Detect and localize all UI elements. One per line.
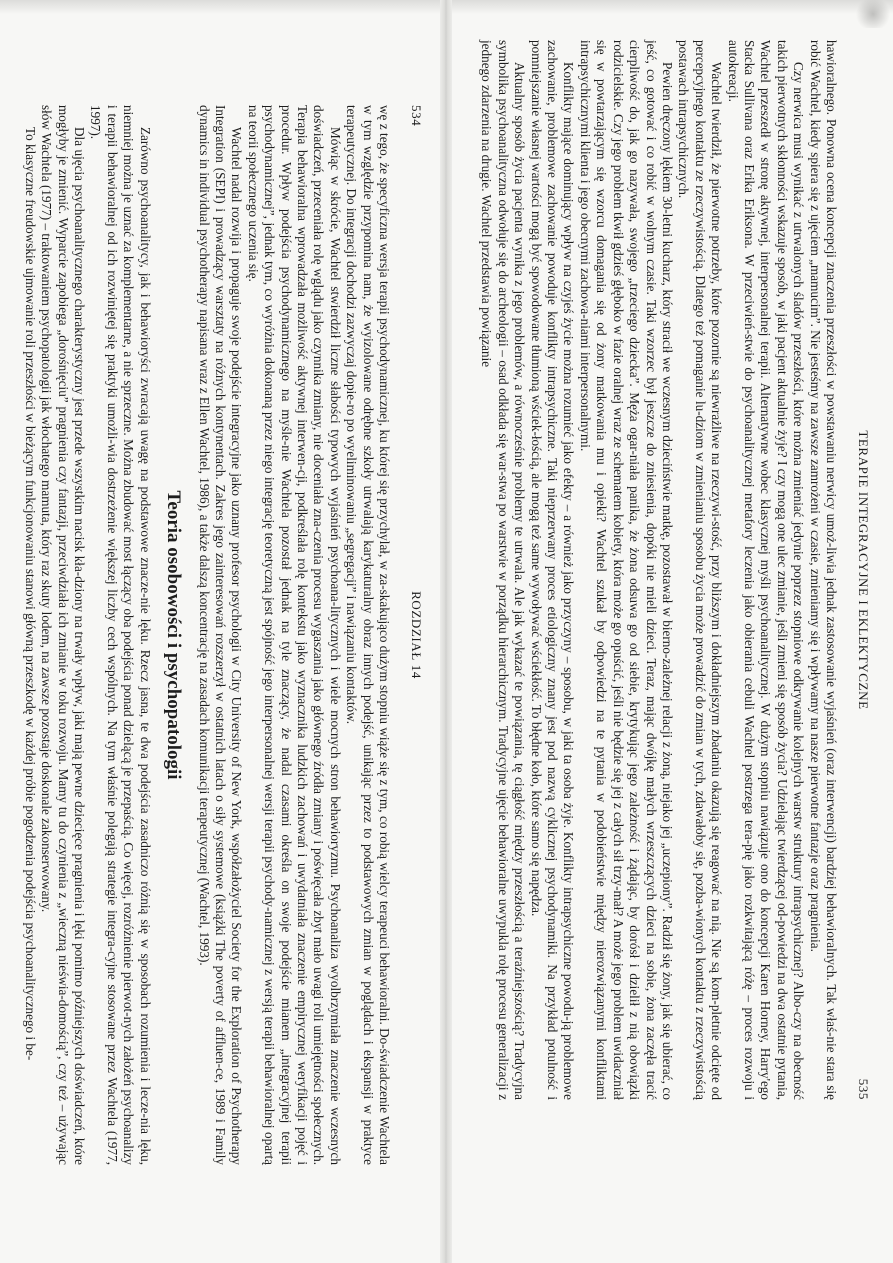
paragraph: To klasyczne freudowskie ujmowanie roli przeszłości w bieżącym funkcjonowaniu stanowi główną przeszkodę w każdej próbie pogodzenia podejścia psychoanalitycznego i be- <box>22 127 38 1061</box>
paragraph: hawioralnego. Ponowna ocena koncepcji znaczenia przeszłości w powstawaniu nerwicy umoż-liwia jednak zastosowanie wyjaśnień (oraz interwencji) bardziej behawioralnych. Tak właś-nie stara się robić Wachtel, kiedy spiera się z ujęciem „mamucim”. Nie jesteśmy na zawsze zamrożeni w czasie, zmieniamy się i wpływamy na nasze pierwotne fantazje oraz pragnienia. <box>807 40 839 1100</box>
page-535-body <box>478 40 839 1100</box>
paragraph: Mówiąc w skrócie, Wachtel stwierdził liczne słabości typowych wyjaśnień psychoana-litycznych i wiele mocnych stron behawioryzmu. Psychoanaliza wyolbrzymiała znaczenie wczesnych doświadczeń, przeceniała rolę wglądu jako czynnika zmiany, nie doceniała zna-czenia procesu wygaszania jako głównego źródła zmiany i poświęcała zbyt mało uwagi roli umiejętności społecznych. Terapia behawioralna wprowadzała możliwość aktywnej interwen-cji, podkreślała rolę kontekstu jako wyznacznika ludzkich zachowań i uwydatniała znaczenie empirycznej weryfikacji pojęć i procedur. Wpływ podejścia psychodynamicznego na myśle-nie Wachtela pozostał jednak na tyle znaczący, że nadal czasami określa on swoje podejście mianem „integracyjnej terapii psychodynamicznej”, jednak tym, co wyróżnia dokonaną przez niego integrację teoretyczną jest spójność jego interpersonalnej wersji terapii psychody-namicznej z wersją terapii behawioralnej opartą na teorii społecznego uczenia się. <box>245 105 343 1165</box>
section-heading: Teoria osobowości i psychopatologii <box>163 490 185 780</box>
paragraph: Dla ujęcia psychoanalitycznego charakterystyczny jest przede wszystkim nacisk kła-dziony na trwały wpływ, jaki mają pewne dziecięce pragnienia i lęki pomimo późniejszych doświadczeń, które mogłyby je zmienić. Wyparcie zapobiega „dorośnięciu” pragnienia czy fantazji, przeciwdziała ich zmianie w toku rozwoju. Mamy tu do czynienia z „wieczną nieświa-domością”, czy też – używając słów Wachtela (1977) – traktowaniem psychopatologii jak włochatego mamuta, który raz skuty lodem, na zawsze pozostaje doskonale zakonserwowany. <box>39 105 88 1165</box>
page-534-content <box>14 105 424 1165</box>
paragraph: Czy nerwica musi wynikać z utrwalonych śladów przeszłości, które można zmieniać jedynie poprzez stopniowe odkrywanie kolejnych warstw struktury intrapsychicznej? Albo-czy na obecność takich pierwotnych skłonności wskazuje sposób, w jaki pacjent aktualnie żyje? I czy mogą one ulec zmianie, jeśli zmieni się sposób życia? Udzielając twierdzącej od-powiedzi na dwa ostatnie pytania, Wachtel przeszedł w stronę aktywnej, interpersonalnej terapii. Alternatywne wobec klasycznej myśli psychoanalitycznej. W dużym stopniu nawiązuje ono do koncepcji Karen Horney, Harry'ego Stacka Sullivana oraz Erika Eriksona. W przeciwień-stwie do psychoanalitycznej metafory leczenia jako obierania cebuli Wachtel postrzega tera-pię jako rozkwitającą różę – proces rozwoju i autokreacji. <box>725 40 807 1100</box>
paragraph: Pewien dręczony lękiem 30-letni kucharz, który stracił we wczesnym dzieciństwie matkę, pozostawał w bierno-zależnej relacji z żoną, niejako jej „uczepiony”. Radził się żony, jak się ubierać, co jeść, co gotować i co robić w wolnym czasie. Taki wzorzec był jeszcze do zniesienia, dopóki nie mieli dzieci. Teraz, mając dwójkę małych wrzeszczących dzieci na sobie, żona zaczęła tracić cierpliwość do, jak go nazywała, swojego „trzeciego dziecka”. Męża ogar-niała panika, że żona odsuwa go od siebie, krytykując jego zależność i żądając, by dorósł i dzielił z nią obowiązki rodzicielskie. Czy jego problem tkwił gdzieś głęboko w fazie oralnej wraz ze schematem kobiety, która może go opuścić, jeśli nie będzie się jej z całych sił trzy-mał? A może jego problem uwidaczniał się w powtarzającym się wzorcu domagania się od żony matkowania mu i opieki? Wachtel szukał by odpowiedzi na te pytania w podobieństwie między nierozwiązanymi konfliktami intrapsychicznymi klienta i jego obecnymi zachowa-niami interpersonalnymi. <box>577 40 675 1100</box>
page-number: 534 <box>409 105 424 127</box>
paragraph: Wachtel nadal rozwija i propaguje swoje podejście integracyjne jako uznany profesor psychologii w City University of New York, współzałożyciel Society for the Exploration of Psychotherapy Integration (SEPI) i prowadzący warsztaty na różnych kontynentach. Zakres jego zainteresowań rozszerzył w ostatnich latach o siły systemowe (książki The poverty of affluen-ce, 1989 i Family dynamics in individual psychotherapy napisana wraz z Ellen Wachtel, 1986), a także dalszą koncentrację na zasadach komunikacji terapeutycznej (Wachtel, 1993). <box>196 105 245 1165</box>
paragraph: Konflikty mające dominujący wpływ na czyjeś życie można rozumieć jako efekty – a również jako przyczyny – sposobu, w jaki ta osoba żyje. Konflikty intrapsychiczne powodu-ją problemowe zachowanie, problemowe zachowanie powoduje konflikty intrapsychiczne. Taki nieprzerwany proces etiologiczny znany jest pod nazwą cyklicznej psychodynamiki. Na przykład potulność i pomniejszanie własnej wartości mogą być spowodowane tłumioną wściek-łością, ale mogą też same wywoływać wściekłość. To błędne koło, które samo się napędza. <box>528 40 577 1100</box>
page-535 <box>447 0 893 1263</box>
page-534 <box>0 0 446 1263</box>
page-535-content <box>461 40 871 1100</box>
paragraph: Zarówno psychoanalitycy, jak i behawioryści zwracają uwagę na podstawowe znacze-nie lęku. Rzecz jasna, te dwa podejścia zasadniczo różnią się w sposobach rozumienia i lecze-nia lęku, niemniej można je uznać za komplementarne, a nie sprzeczne. Można zbudować most łączący oba podejścia ponad dzielącą je przepaścią. Co więcej, rozróżnienie pierwot-nych założeń psychoanalizy i terapii behawioralnej od ich rozwiniętej się praktyki umożli-wia dostrzeżenie większej liczby cech wspólnych. Na tym właśnie polegają strategie integra-cyjne stosowane przez Wachtela (1977, 1997). <box>88 105 153 1165</box>
running-head: ROZDZIAŁ 14 <box>409 591 424 679</box>
running-head: TERAPIE INTEGRACYJNE I EKLEKTYCZNE <box>856 430 871 710</box>
paragraph: Aktualny sposób życia pacjenta wynika z jego problemów, a równocześnie problemy te utrwala. Ale jak wykazać te powiązania, tę ciągłość między przeszłością a teraźniejszością? Tradycyjna symbolika psychoanalityczna odwołuje się do archeologii – osad odkłada się war-stwa po warstwie w porządku hierarchicznym. Tradycyjne ujęcie behawioralne uwypukla rolę procesu generalizacji z jednego zdarzenia na drugie. Wachtel przedstawia powiązanie <box>479 40 528 1100</box>
page-534-body <box>21 105 392 1165</box>
page-number: 535 <box>856 1078 871 1100</box>
paragraph: Wachtel twierdził, że pierwotne potrzeby, które pozornie są niewrażliwe na rzeczywi-stość, przy bliższym i dokładniejszym zbadaniu okazują się reagować na nią. Nie są kom-pletnie odcięte od percepcyjnego kontaktu ze rzeczywistością. Dlatego też pomaganie lu-dziom w zmienianiu sposobu życia może prowadzić do zmian w tych, zdawałoby się, pozba-wionych kontaktu z rzeczywistością postawach intrapsychicznych. <box>676 40 725 1100</box>
page-534-header <box>402 105 424 1165</box>
page-535-header <box>849 40 871 1100</box>
paragraph: wę z tego, że specyficzna wersja terapii psychodynamicznej, ku której się przychylał, w za-skakująco dużym stopniu wiąże się z tym, co robią wielcy terapeuci behawioralni. Do-świadczenie Wachtela w tym względzie przypomina nam, że wyizolowane odrębne szkoły utrwalają karykaturalny obraz innych podejść, unikając przez to podstawowych zmian w poglądach i ekspansji w praktyce terapeutycznej. Do integracji dochodzi zazwyczaj dopie-ro po wyeliminowaniu „segregacji” i nawiązaniu kontaktów. <box>344 105 392 1165</box>
